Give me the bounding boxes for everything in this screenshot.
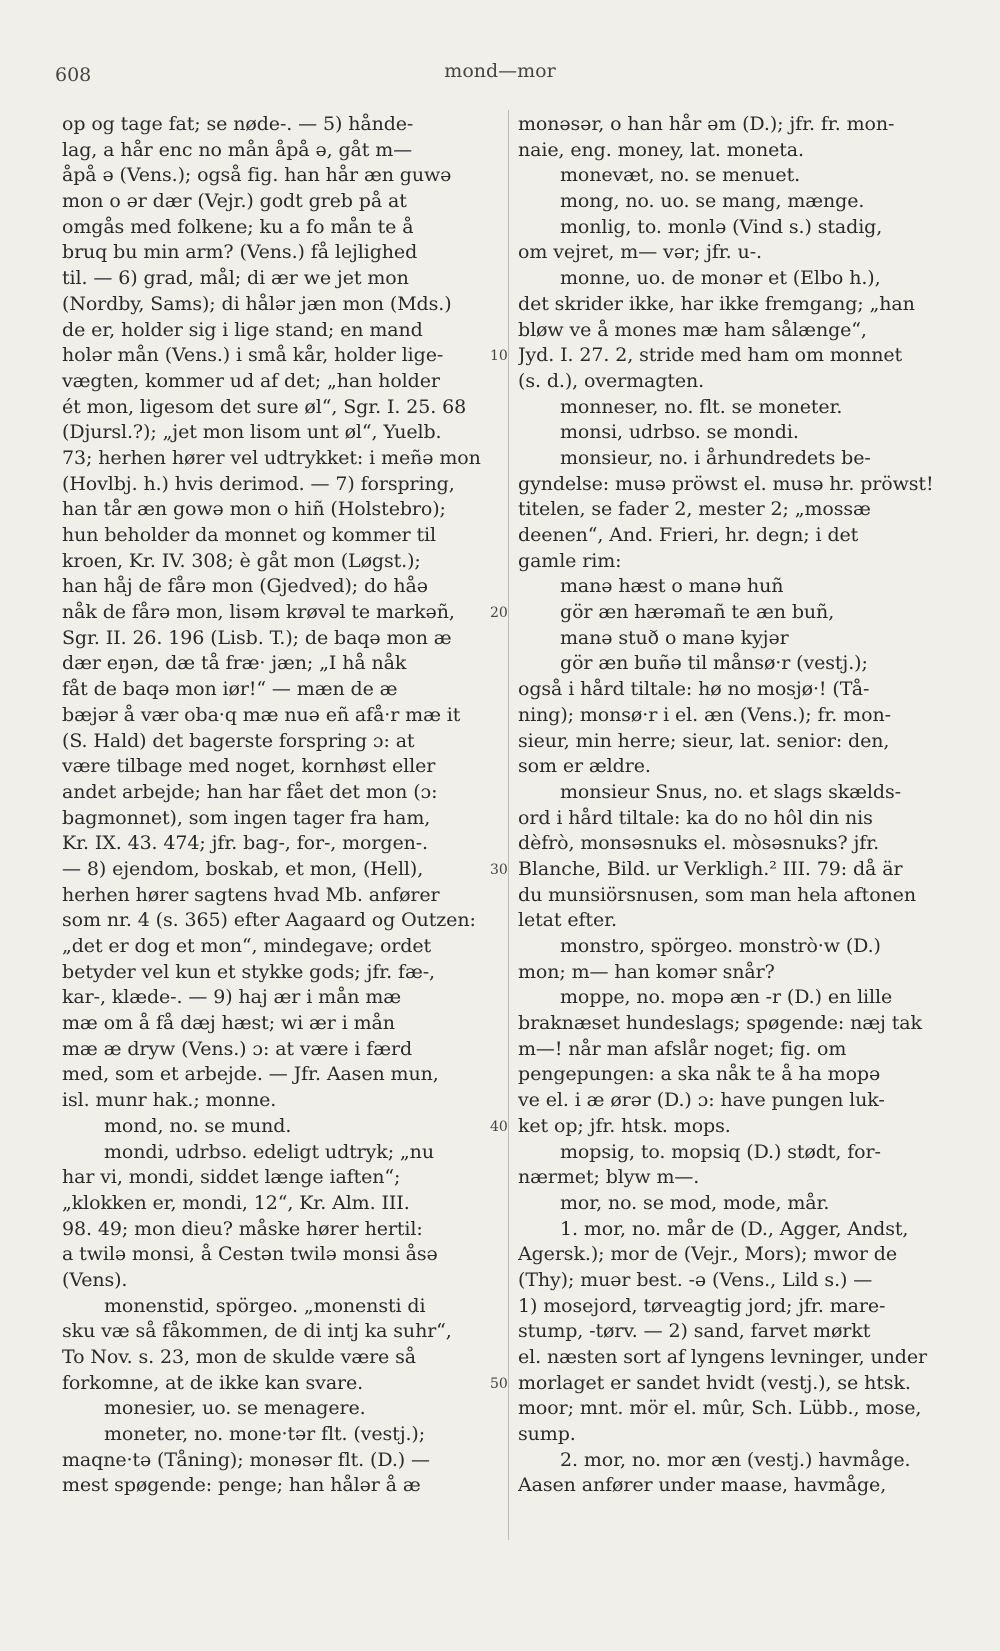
- text-line: op og tage fat; se nøde-. — 5) hånde-: [62, 113, 414, 135]
- text-line: letat efter.: [518, 909, 617, 932]
- text-line: Aasen anfører under maase, havmåge,: [518, 1474, 887, 1497]
- text-line: har vi, mondi, siddet længe iaften“;: [62, 1166, 401, 1189]
- line-number: 50: [490, 1376, 508, 1393]
- text-line: monlig, to. monlə (Vind s.) stadig,: [560, 215, 883, 238]
- text-line: gör æn hærəmañ te æn buñ,: [560, 601, 835, 624]
- text-line: „klokken er, mondi, 12“, Kr. Alm. III.: [62, 1191, 410, 1214]
- text-line: sku væ så fåkommen, de di intj ka suhr“,: [62, 1320, 452, 1343]
- text-line: monsieur, no. i århundredets be-: [560, 446, 871, 469]
- text-line: ket op; jfr. htsk. mops.: [518, 1114, 731, 1137]
- text-line: moppe, no. mopə æn -r (D.) en lille: [560, 986, 893, 1009]
- text-line: som er ældre.: [518, 755, 651, 778]
- text-line: mest spøgende: penge; han hålər å æ: [62, 1474, 421, 1497]
- text-line: (Hovlbj. h.) hvis derimod. — 7) forspring,: [62, 472, 455, 495]
- text-line: monsi, udrbso. se mondi.: [560, 421, 799, 444]
- text-line: stump, -tørv. — 2) sand, farvet mørkt: [518, 1320, 871, 1343]
- text-line: mæ æ dryw (Vens.) ɔ: at være i færd: [62, 1037, 413, 1060]
- text-line: 98. 49; mon dieu? måske hører hertil:: [62, 1217, 423, 1240]
- line-number: 20: [490, 605, 508, 622]
- text-line: braknæset hundeslags; spøgende: næj tak: [518, 1012, 922, 1035]
- text-line: som nr. 4 (s. 365) efter Aagaard og Outzen:: [62, 909, 476, 932]
- text-line: betyder vel kun et stykke gods; jfr. fæ-,: [62, 960, 435, 983]
- text-line: 73; herhen hører vel udtrykket: i meñə mon: [62, 446, 481, 469]
- text-line: monesier, uo. se menagere.: [104, 1397, 366, 1420]
- text-line: vægten, kommer ud af det; „han holder: [62, 369, 440, 392]
- text-line: pengepungen: a ska nåk te å ha mopə: [518, 1063, 881, 1086]
- text-line: mæ om å få dæj hæst; wi ær i mån: [62, 1012, 395, 1035]
- text-line: være tilbage med noget, kornhøst eller: [62, 755, 436, 778]
- text-line: Agersk.); mor de (Vejr., Mors); mwor de: [518, 1243, 897, 1266]
- text-line: lag, a hår enc no mån åpå ə, gåt m—: [62, 138, 413, 161]
- text-line: holər mån (Vens.) i små kår, holder lige-: [62, 344, 444, 367]
- line-number: 10: [490, 348, 508, 365]
- text-line: monne, uo. de monər et (Elbo h.),: [560, 267, 881, 290]
- text-line: omgås med folkene; ku a fo mån te å: [62, 215, 414, 238]
- text-line: fåt de baqə mon iør!“ — mæn de æ: [62, 678, 398, 701]
- text-line: til. — 6) grad, mål; di ær we jet mon: [62, 267, 409, 290]
- text-line: om vejret, m— vər; jfr. u-.: [518, 241, 762, 264]
- text-line: morlaget er sandet hvidt (vestj.), se htsk.: [518, 1371, 911, 1394]
- text-line: bruq bu min arm? (Vens.) få lejlighed: [62, 241, 418, 264]
- text-line: sieur, min herre; sieur, lat. senior: den,: [518, 729, 890, 752]
- page-number: 608: [55, 64, 92, 86]
- text-line: ét mon, ligesom det sure øl“, Sgr. I. 25. 68: [62, 395, 467, 418]
- text-line: Kr. IX. 43. 474; jfr. bag-, for-, morgen-.: [62, 832, 428, 855]
- text-line: monəsər, o han hår əm (D.); jfr. fr. mon-: [518, 113, 895, 135]
- text-line: mond, no. se mund.: [104, 1114, 292, 1137]
- text-line: manə stuð o manə kyjər: [560, 626, 789, 649]
- text-line: mon o ər dær (Vejr.) godt greb på at: [62, 190, 407, 213]
- column-divider: [508, 110, 509, 1540]
- text-line: To Nov. s. 23, mon de skulde være så: [62, 1346, 417, 1368]
- text-line: de er, holder sig i lige stand; en mand: [62, 318, 423, 341]
- text-line: bæjər å vær oba·q mæ nuə eñ afå·r mæ it: [62, 703, 461, 726]
- left-column: [62, 112, 488, 1499]
- text-line: hun beholder da monnet og kommer til: [62, 524, 436, 546]
- page-header: [0, 58, 1000, 88]
- text-line: mondi, udrbso. edeligt udtryk; „nu: [104, 1140, 434, 1163]
- text-line: ve el. i æ ørər (D.) ɔ: have pungen luk-: [518, 1089, 885, 1112]
- text-line: ord i hård tiltale: ka do no hôl din nis: [518, 806, 873, 829]
- text-line: — 8) ejendom, boskab, et mon, (Hell),: [62, 857, 424, 880]
- text-line: mor, no. se mod, mode, mår.: [560, 1191, 830, 1214]
- right-column: [518, 112, 948, 1499]
- text-line: „det er dog et mon“, mindegave; ordet: [62, 935, 432, 957]
- text-line: gyndelse: musə pröwst el. musə hr. pröwst!: [518, 472, 934, 495]
- text-line: Jyd. I. 27. 2, stride med ham om monnet: [518, 344, 903, 367]
- text-line: moor; mnt. mör el. mûr, Sch. Lübb., mose,: [518, 1397, 922, 1420]
- text-line: mon; m— han komər snår?: [518, 960, 775, 983]
- text-line: kar-, klæde-. — 9) haj ær i mån mæ: [62, 986, 402, 1009]
- text-line: (S. Hald) det bagerste forspring ɔ: at: [62, 729, 415, 752]
- text-line: nærmet; blyw m—.: [518, 1166, 700, 1189]
- text-line: 2. mor, no. mor æn (vestj.) havmåge.: [560, 1448, 911, 1471]
- text-line: (Vens).: [62, 1268, 128, 1291]
- text-line: andet arbejde; han har fået det mon (ɔ:: [62, 780, 438, 803]
- text-line: monstro, spörgeo. monstrò·w (D.): [560, 935, 881, 957]
- text-line: monenstid, spörgeo. „monensti di: [104, 1294, 426, 1317]
- text-line: forkomne, at de ikke kan svare.: [62, 1371, 364, 1394]
- text-line: titelen, se fader 2, mester 2; „mossæ: [518, 498, 871, 521]
- text-line: (Djursl.?); „jet mon lisom unt øl“, Yuelb.: [62, 421, 442, 444]
- text-line: herhen hører sagtens hvad Mb. anfører: [62, 883, 440, 906]
- text-line: det skrider ikke, har ikke fremgang; „han: [518, 292, 915, 315]
- text-line: gör æn buñə til månsø·r (vestj.);: [560, 652, 868, 675]
- text-line: 1) mosejord, tørveagtig jord; jfr. mare-: [518, 1294, 886, 1317]
- text-line: han håj de fårə mon (Gjedved); do håə: [62, 575, 428, 598]
- line-number: 30: [490, 862, 508, 879]
- text-line: nåk de fårə mon, lisəm krøvəl te markəñ,: [62, 601, 455, 624]
- text-line: mopsig, to. mopsiq (D.) stødt, for-: [560, 1140, 881, 1163]
- text-line: el. næsten sort af lyngens levninger, under: [518, 1346, 927, 1368]
- text-line: monevæt, no. se menuet.: [560, 164, 801, 187]
- text-line: a twilə monsi, å Cestən twilə monsi åsə: [62, 1243, 438, 1266]
- text-line: naie, eng. money, lat. moneta.: [518, 138, 804, 161]
- text-line: gamle rim:: [518, 549, 622, 572]
- text-line: åpå ə (Vens.); også fig. han hår æn guwə: [62, 164, 452, 187]
- text-line: isl. munr hak.; monne.: [62, 1089, 277, 1112]
- text-line: Blanche, Bild. ur Verkligh.² III. 79: då är: [518, 857, 903, 880]
- text-line: du munsiörsnusen, som man hela aftonen: [518, 883, 916, 906]
- text-line: mong, no. uo. se mang, mænge.: [560, 190, 865, 213]
- text-line: han tår æn gowə mon o hiñ (Holstebro);: [62, 498, 446, 521]
- text-line: monneser, no. flt. se moneter.: [560, 395, 843, 418]
- text-line: m—! når man afslår noget; fig. om: [518, 1037, 847, 1060]
- text-line: monsieur Snus, no. et slags skælds-: [560, 780, 901, 803]
- text-line: moneter, no. mone·tər flt. (vestj.);: [104, 1423, 426, 1446]
- text-line: 1. mor, no. mår de (D., Agger, Andst,: [560, 1217, 909, 1240]
- text-line: manə hæst o manə huñ: [560, 575, 784, 598]
- text-line: dèfrò, monsəsnuks el. mòsəsnuks? jfr.: [518, 832, 880, 855]
- line-number: 40: [490, 1119, 508, 1136]
- text-line: kroen, Kr. IV. 308; è gåt mon (Løgst.);: [62, 549, 421, 572]
- text-line: sump.: [518, 1423, 576, 1446]
- text-line: Sgr. II. 26. 196 (Lisb. T.); de baqə mon æ: [62, 626, 452, 649]
- text-line: (Nordby, Sams); di hålər jæn mon (Mds.): [62, 292, 452, 315]
- text-line: ning); monsø·r i el. æn (Vens.); fr. mon-: [518, 703, 891, 726]
- running-title: mond—mor: [444, 60, 556, 82]
- text-line: deenen“, And. Frieri, hr. degn; i det: [518, 524, 859, 546]
- text-line: (s. d.), overmagten.: [518, 369, 705, 392]
- text-line: maqne·tə (Tåning); monəsər flt. (D.) —: [62, 1448, 430, 1471]
- text-line: (Thy); muər best. -ə (Vens., Lild s.) —: [518, 1268, 873, 1291]
- text-line: bagmonnet), som ingen tager fra ham,: [62, 806, 431, 829]
- text-line: også i hård tiltale: hø no mosjø·! (Tå-: [518, 678, 870, 701]
- text-line: med, som et arbejde. — Jfr. Aasen mun,: [62, 1063, 439, 1086]
- text-line: bløw ve å mones mæ ham sålænge“,: [518, 318, 867, 341]
- text-line: dær eŋən, dæ tå fræ· jæn; „I hå nåk: [62, 652, 407, 675]
